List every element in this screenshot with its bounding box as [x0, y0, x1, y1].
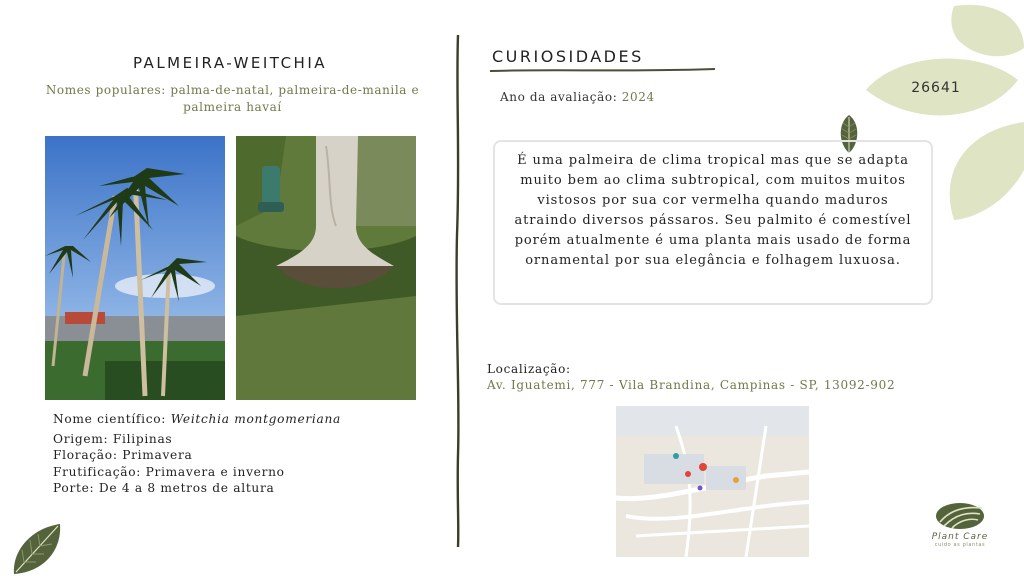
logo-name: Plant Care — [931, 532, 989, 542]
leaf-icon — [8, 520, 64, 576]
popular-names: Nomes populares: palma-de-natal, palmeira-de-manila e palmeira havaí — [45, 83, 420, 114]
scientific-name: Weitchia montgomeriana — [170, 412, 341, 426]
scientific-name-row — [53, 411, 341, 428]
plant-details — [53, 411, 341, 497]
origin: Origem: Filipinas — [53, 431, 173, 446]
evaluation-label: Ano da avaliação: — [500, 90, 622, 104]
column-divider — [452, 35, 464, 547]
location-address: Av. Iguatemi, 777 - Vila Brandina, Campinas - SP, 13092-902 — [487, 378, 896, 392]
curiosities-title: CURIOSIDADES — [492, 47, 644, 66]
location-label: Localização: — [487, 362, 571, 376]
fruiting: Frutificação: Primavera e inverno — [53, 464, 285, 479]
evaluation-year — [500, 90, 655, 104]
size: Porte: De 4 a 8 metros de altura — [53, 481, 275, 496]
plant-title: PALMEIRA-WEITCHIA — [132, 54, 328, 72]
palm-trees-photo — [45, 136, 225, 400]
palm-trunk-photo — [236, 136, 416, 400]
curiosities-card: É uma palmeira de clima tropical mas que se adapta muito bem ao clima subtropical, com muitos muitos vistosos por sua cor vermelha quando maduros atraindo diversos pássaros. Seu palmito é comestível porém atualmente é uma planta mais usado de forma ornamental por sua elegância e folhagem luxuosa. — [493, 140, 933, 305]
scientific-label: Nome científico: — [53, 412, 171, 426]
location-map[interactable] — [616, 406, 809, 557]
plant-care-logo — [920, 500, 1000, 552]
logo-tagline: cuido as plantas — [934, 542, 986, 548]
title-underline — [490, 66, 715, 74]
evaluation-year-value: 2024 — [621, 90, 655, 104]
plant-code: 26641 — [911, 80, 961, 96]
logo-leaf-icon — [934, 500, 986, 532]
flowering: Floração: Primavera — [53, 448, 193, 463]
